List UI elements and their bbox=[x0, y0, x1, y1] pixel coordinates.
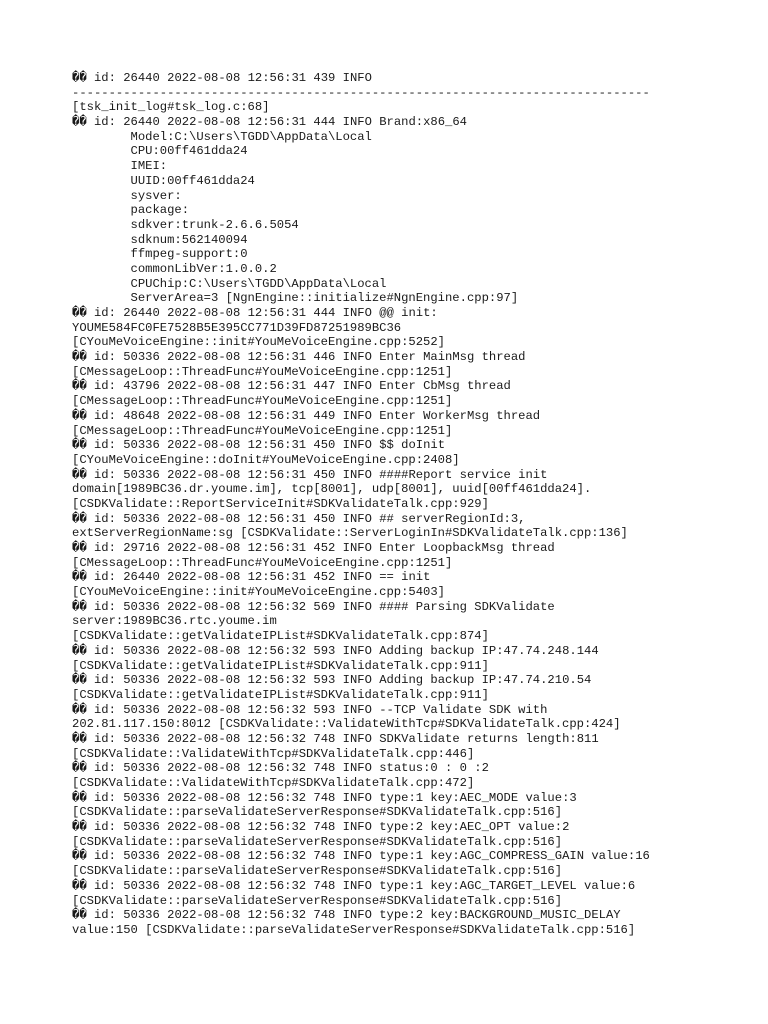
log-line: �� id: 50336 2022-08-08 12:56:32 593 INFO Adding backup IP:47.74.210.54 bbox=[72, 673, 592, 688]
log-line: [CSDKValidate::parseValidateServerResponse#SDKValidateTalk.cpp:516] bbox=[72, 834, 563, 849]
log-line: �� id: 50336 2022-08-08 12:56:32 748 INFO type:1 key:AGC_TARGET_LEVEL value:6 bbox=[72, 878, 636, 893]
log-line: [CSDKValidate::getValidateIPList#SDKValidateTalk.cpp:874] bbox=[72, 629, 489, 644]
log-line: UUID:00ff461dda24 bbox=[72, 173, 255, 188]
log-line: [CSDKValidate::getValidateIPList#SDKValidateTalk.cpp:911] bbox=[72, 658, 489, 673]
log-line: CPU:00ff461dda24 bbox=[72, 144, 248, 159]
log-line: �� id: 48648 2022-08-08 12:56:31 449 INFO Enter WorkerMsg thread bbox=[72, 408, 541, 423]
log-line: [CSDKValidate::getValidateIPList#SDKValidateTalk.cpp:911] bbox=[72, 687, 489, 702]
log-line: domain[1989BC36.dr.youme.im], tcp[8001], udp[8001], uuid[00ff461dda24]. bbox=[72, 482, 592, 497]
log-line: [CSDKValidate::parseValidateServerResponse#SDKValidateTalk.cpp:516] bbox=[72, 805, 563, 820]
log-line: ------------------------------------------------------------------------------- bbox=[72, 85, 650, 100]
log-line: �� id: 50336 2022-08-08 12:56:31 450 INFO ####Report service init bbox=[72, 467, 548, 482]
log-line: 202.81.117.150:8012 [CSDKValidate::ValidateWithTcp#SDKValidateTalk.cpp:424] bbox=[72, 717, 621, 732]
log-line: �� id: 26440 2022-08-08 12:56:31 444 INFO @@ init: bbox=[72, 306, 438, 320]
log-line: �� id: 50336 2022-08-08 12:56:32 748 INFO type:1 key:AEC_MODE value:3 bbox=[72, 790, 577, 805]
log-line: [CMessageLoop::ThreadFunc#YouMeVoiceEngine.cpp:1251] bbox=[72, 555, 453, 570]
log-line: [CYouMeVoiceEngine::init#YouMeVoiceEngine.cpp:5403] bbox=[72, 585, 445, 600]
log-line: �� id: 50336 2022-08-08 12:56:32 569 INFO #### Parsing SDKValidate bbox=[72, 599, 555, 614]
log-line: [CSDKValidate::ValidateWithTcp#SDKValidateTalk.cpp:472] bbox=[72, 776, 475, 790]
log-line: [CYouMeVoiceEngine::doInit#YouMeVoiceEngine.cpp:2408] bbox=[72, 452, 460, 467]
log-line: �� id: 50336 2022-08-08 12:56:31 450 INFO $$ doInit bbox=[72, 438, 446, 453]
log-line: �� id: 50336 2022-08-08 12:56:32 748 INFO status:0 : 0 :2 bbox=[72, 761, 489, 776]
log-line: server:1989BC36.rtc.youme.im bbox=[72, 614, 277, 629]
log-line: �� id: 50336 2022-08-08 12:56:32 748 INFO type:2 key:AEC_OPT value:2 bbox=[72, 820, 570, 835]
log-line: Model:C:\Users\TGDD\AppData\Local bbox=[72, 129, 372, 144]
log-line: package: bbox=[72, 203, 190, 218]
log-line: �� id: 50336 2022-08-08 12:56:32 593 INFO Adding backup IP:47.74.248.144 bbox=[72, 643, 599, 658]
log-line: [CMessageLoop::ThreadFunc#YouMeVoiceEngine.cpp:1251] bbox=[72, 394, 453, 409]
log-line: ffmpeg-support:0 bbox=[72, 247, 248, 262]
log-line: �� id: 50336 2022-08-08 12:56:31 450 INFO ## serverRegionId:3, bbox=[72, 511, 526, 526]
log-line: [CYouMeVoiceEngine::init#YouMeVoiceEngine.cpp:5252] bbox=[72, 335, 445, 350]
log-line: [CMessageLoop::ThreadFunc#YouMeVoiceEngine.cpp:1251] bbox=[72, 423, 453, 438]
log-line: �� id: 26440 2022-08-08 12:56:31 452 INFO == init bbox=[72, 570, 431, 585]
log-line: ServerArea=3 [NgnEngine::initialize#NgnEngine.cpp:97] bbox=[72, 291, 519, 306]
log-line: [CSDKValidate::parseValidateServerResponse#SDKValidateTalk.cpp:516] bbox=[72, 893, 563, 908]
log-document bbox=[72, 71, 762, 938]
log-line: [CSDKValidate::parseValidateServerResponse#SDKValidateTalk.cpp:516] bbox=[72, 864, 563, 879]
log-line: [CMessageLoop::ThreadFunc#YouMeVoiceEngine.cpp:1251] bbox=[72, 364, 453, 379]
log-line: �� id: 43796 2022-08-08 12:56:31 447 INFO Enter CbMsg thread bbox=[72, 379, 511, 394]
log-line: �� id: 29716 2022-08-08 12:56:31 452 INFO Enter LoopbackMsg thread bbox=[72, 541, 555, 555]
log-line: [tsk_init_log#tsk_log.c:68] bbox=[72, 100, 270, 115]
log-line: �� id: 50336 2022-08-08 12:56:32 748 INFO type:2 key:BACKGROUND_MUSIC_DELAY bbox=[72, 908, 621, 923]
log-line: �� id: 50336 2022-08-08 12:56:32 593 INFO --TCP Validate SDK with bbox=[72, 702, 548, 717]
log-line: �� id: 50336 2022-08-08 12:56:32 748 INFO SDKValidate returns length:811 bbox=[72, 731, 599, 746]
log-line: sdkver:trunk-2.6.6.5054 bbox=[72, 217, 299, 232]
log-line: �� id: 26440 2022-08-08 12:56:31 439 INFO bbox=[72, 71, 372, 85]
log-line: value:150 [CSDKValidate::parseValidateServerResponse#SDKValidateTalk.cpp:516] bbox=[72, 922, 636, 937]
log-line: CPUChip:C:\Users\TGDD\AppData\Local bbox=[72, 276, 387, 291]
log-line: �� id: 26440 2022-08-08 12:56:31 444 INFO Brand:x86_64 bbox=[72, 115, 467, 130]
log-line: YOUME584FC0FE7528B5E395CC771D39FD87251989BC36 bbox=[72, 320, 402, 335]
log-line: sysver: bbox=[72, 188, 182, 203]
log-line: IMEI: bbox=[72, 159, 168, 174]
log-line: �� id: 50336 2022-08-08 12:56:31 446 INFO Enter MainMsg thread bbox=[72, 350, 526, 365]
log-line: commonLibVer:1.0.0.2 bbox=[72, 261, 277, 276]
log-line: sdknum:562140094 bbox=[72, 232, 248, 247]
log-line: [CSDKValidate::ReportServiceInit#SDKValidateTalk.cpp:929] bbox=[72, 496, 489, 511]
log-line: �� id: 50336 2022-08-08 12:56:32 748 INFO type:1 key:AGC_COMPRESS_GAIN value:16 bbox=[72, 849, 650, 864]
log-line: extServerRegionName:sg [CSDKValidate::ServerLoginIn#SDKValidateTalk.cpp:136] bbox=[72, 526, 628, 541]
log-line: [CSDKValidate::ValidateWithTcp#SDKValidateTalk.cpp:446] bbox=[72, 746, 475, 761]
